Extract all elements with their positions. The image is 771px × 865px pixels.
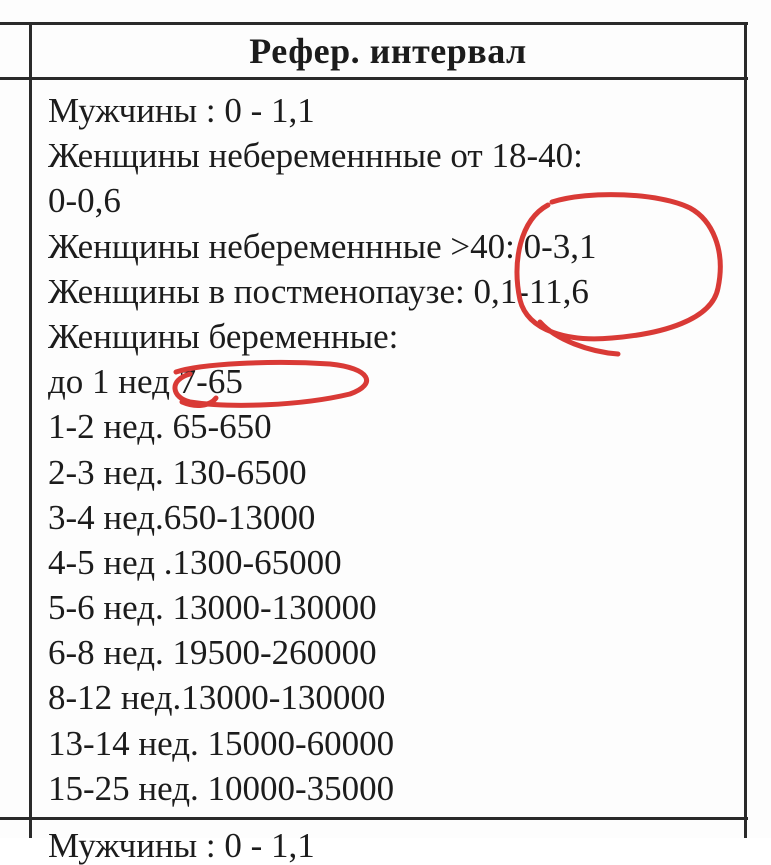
ref-line-week-2-3: 2-3 нед. 130-6500	[48, 452, 307, 492]
table-header-title: Рефер. интервал	[249, 31, 527, 71]
ref-line-week-15-25: 15-25 нед. 10000-35000	[48, 768, 395, 808]
ref-line-week-6-8: 6-8 нед. 19500-260000	[48, 633, 377, 673]
header-divider	[0, 77, 748, 80]
ref-line-women-18-40: Женщины небеременнные от 18-40:	[48, 136, 583, 176]
ref-line-postmenopause: Женщины в постменопаузе: 0,1-11,6	[48, 271, 589, 311]
next-row-fragment	[48, 822, 738, 865]
reference-interval-cell	[48, 88, 738, 811]
ref-line-week-under-1: до 1 нед 7-65	[48, 362, 243, 402]
ref-line-week-8-12: 8-12 нед.13000-130000	[48, 678, 386, 718]
table-header-cell	[32, 25, 744, 77]
ref-line-week-1-2: 1-2 нед. 65-650	[48, 407, 272, 447]
ref-line-week-13-14: 13-14 нед. 15000-60000	[48, 723, 395, 763]
table-row-divider	[0, 817, 748, 820]
ref-line-men: Мужчины : 0 - 1,1	[48, 91, 315, 130]
next-row-fragment-text: Мужчины : 0 - 1,1	[48, 826, 315, 865]
ref-line-week-4-5: 4-5 нед .1300-65000	[48, 542, 342, 582]
table-border-left	[29, 22, 32, 838]
ref-line-pregnant-heading: Женщины беременные:	[48, 316, 399, 356]
table-border-right	[744, 22, 747, 838]
ref-line-women-over-40: Женщины небеременнные >40: 0-3,1	[48, 226, 597, 266]
ref-line-week-3-4: 3-4 нед.650-13000	[48, 497, 316, 537]
ref-line-women-18-40-value: 0-0,6	[48, 181, 121, 221]
ref-line-week-5-6: 5-6 нед. 13000-130000	[48, 588, 377, 628]
